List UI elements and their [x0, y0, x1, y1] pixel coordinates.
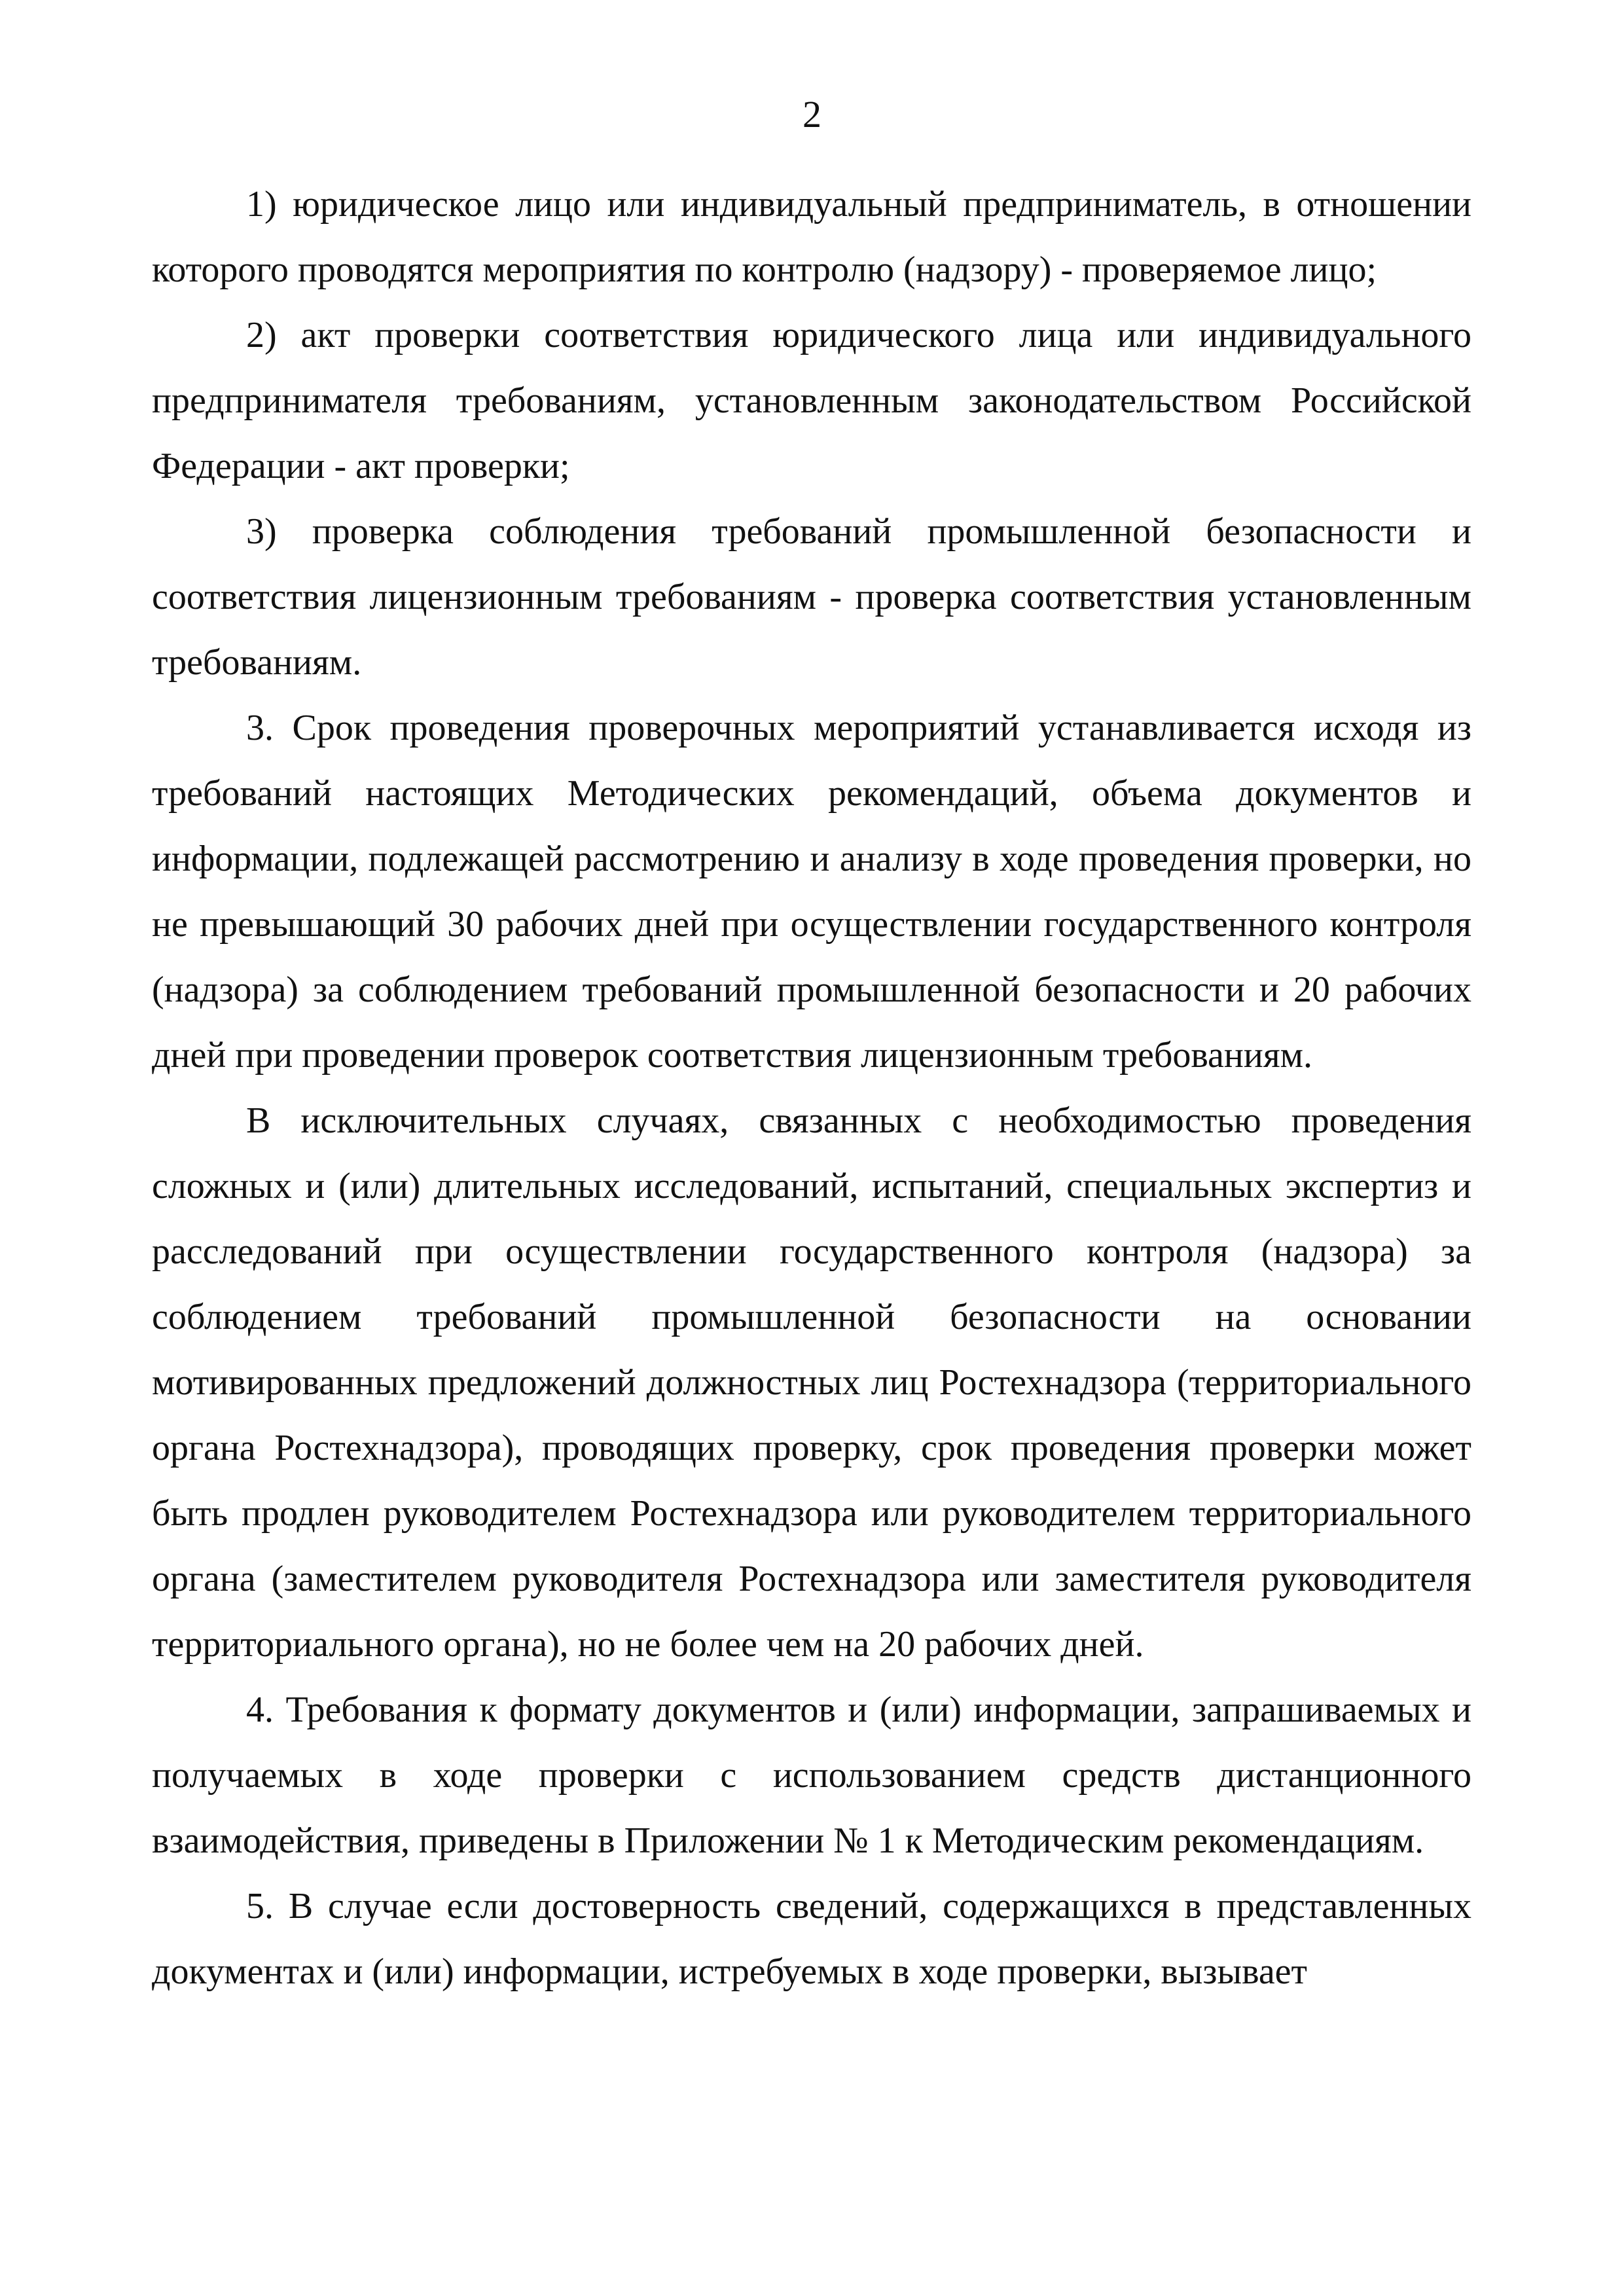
paragraph-definition-2: 2) акт проверки соответствия юридического лица или индивидуального предпринимателя требованиям, установленным законодательством Российской Федерации - акт проверки;	[152, 315, 1471, 486]
paragraph-section-4: 4. Требования к формату документов и (или) информации, запрашиваемых и получаемых в ходе проверки с использованием средств дистанционного взаимодействия, приведены в Приложении № 1 к Методическим рекомендациям.	[152, 1690, 1471, 1861]
document-body	[152, 172, 1471, 2004]
paragraph-section-5: 5. В случае если достоверность сведений, содержащихся в представленных документах и (или) информации, истребуемых в ходе проверки, вызывает	[152, 1886, 1471, 1992]
paragraph-section-3: 3. Срок проведения проверочных мероприятий устанавливается исходя из требований настоящих Методических рекомендаций, объема документов и информации, подлежащей рассмотрению и анализу в ходе проведения проверки, но не превышающий 30 рабочих дней при осуществлении государственного контроля (надзора) за соблюдением требований промышленной безопасности и 20 рабочих дней при проведении проверок соответствия лицензионным требованиям.	[152, 708, 1471, 1075]
paragraph-definition-3: 3) проверка соблюдения требований промышленной безопасности и соответствия лицензионным требованиям - проверка соответствия установленным требованиям.	[152, 511, 1471, 683]
paragraph-exceptional-cases: В исключительных случаях, связанных с необходимостью проведения сложных и (или) длительных исследований, испытаний, специальных экспертиз и расследований при осуществлении государственного контроля (надзора) за соблюдением требований промышленной безопасности на основании мотивированных предложений должностных лиц Ростехнадзора (территориального органа Ростехнадзора), проводящих проверку, срок проведения проверки может быть продлен руководителем Ростехнадзора или руководителем территориального органа (заместителем руководителя Ростехнадзора или заместителя руководителя территориального органа), но не более чем на 20 рабочих дней.	[152, 1100, 1471, 1665]
paragraph-definition-1: 1) юридическое лицо или индивидуальный предприниматель, в отношении которого проводятся мероприятия по контролю (надзору) - проверяемое лицо;	[152, 184, 1471, 290]
page-number: 2	[803, 93, 821, 136]
